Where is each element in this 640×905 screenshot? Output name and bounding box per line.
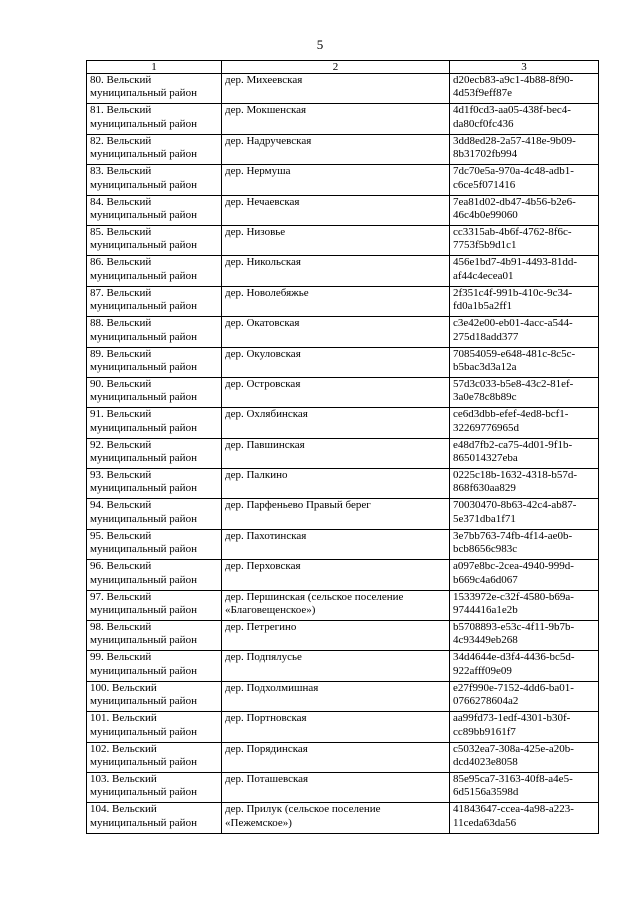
settlement-cell: дер. Перховская: [222, 560, 450, 590]
municipality-cell: 90. Вельский муниципальный район: [87, 377, 222, 407]
settlement-cell: дер. Петрегино: [222, 621, 450, 651]
table-row: [87, 772, 599, 802]
guid-cell: 57d3c033-b5e8-43c2-81ef-3a0e78c8b89c: [450, 377, 599, 407]
guid-cell: 456e1bd7-4b91-4493-81dd-af44c4ecea01: [450, 256, 599, 286]
guid-cell: 41843647-ccea-4a98-a223-11ceda63da56: [450, 803, 599, 833]
settlement-cell: дер. Подпялусье: [222, 651, 450, 681]
table-row: [87, 803, 599, 833]
table-row: [87, 712, 599, 742]
municipality-cell: 80. Вельский муниципальный район: [87, 74, 222, 104]
settlement-cell: дер. Низовье: [222, 225, 450, 255]
page-number: 5: [316, 37, 324, 52]
table-row: [87, 317, 599, 347]
settlement-cell: дер. Островская: [222, 377, 450, 407]
guid-cell: b5708893-e53c-4f11-9b7b-4c93449eb268: [450, 621, 599, 651]
guid-cell: 2f351c4f-991b-410c-9c34-fd0a1b5a2ff1: [450, 286, 599, 316]
guid-cell: c3e42e00-eb01-4acc-a544-275d18add377: [450, 317, 599, 347]
municipality-cell: 96. Вельский муниципальный район: [87, 560, 222, 590]
municipality-cell: 101. Вельский муниципальный район: [87, 712, 222, 742]
settlement-cell: дер. Першинская (сельское поселение «Благовещенское»): [222, 590, 450, 620]
municipality-cell: 86. Вельский муниципальный район: [87, 256, 222, 286]
table-row: [87, 347, 599, 377]
guid-cell: c5032ea7-308a-425e-a20b-dcd4023e8058: [450, 742, 599, 772]
municipality-cell: 88. Вельский муниципальный район: [87, 317, 222, 347]
table-row: [87, 621, 599, 651]
municipality-cell: 84. Вельский муниципальный район: [87, 195, 222, 225]
guid-cell: 1533972e-c32f-4580-b69a-9744416a1e2b: [450, 590, 599, 620]
table-row: [87, 529, 599, 559]
settlement-cell: дер. Поташевская: [222, 772, 450, 802]
municipality-cell: 89. Вельский муниципальный район: [87, 347, 222, 377]
table-row: [87, 742, 599, 772]
guid-cell: 3dd8ed28-2a57-418e-9b09-8b31702fb994: [450, 134, 599, 164]
table-row: [87, 560, 599, 590]
guid-cell: 70030470-8b63-42c4-ab87-5e371dba1f71: [450, 499, 599, 529]
settlement-cell: дер. Окуловская: [222, 347, 450, 377]
guid-cell: d20ecb83-a9c1-4b88-8f90-4d53f9eff87e: [450, 74, 599, 104]
settlement-cell: дер. Порядинская: [222, 742, 450, 772]
municipality-cell: 87. Вельский муниципальный район: [87, 286, 222, 316]
settlement-cell: дер. Парфеньево Правый берег: [222, 499, 450, 529]
municipality-cell: 99. Вельский муниципальный район: [87, 651, 222, 681]
table-row: [87, 74, 599, 104]
settlement-cell: дер. Надручевская: [222, 134, 450, 164]
settlement-cell: дер. Павшинская: [222, 438, 450, 468]
guid-cell: a097e8bc-2cea-4940-999d-b669c4a6d067: [450, 560, 599, 590]
guid-cell: 4d1f0cd3-aa05-438f-bec4-da80cf0fc436: [450, 104, 599, 134]
guid-cell: e27f990e-7152-4dd6-ba01-0766278604a2: [450, 681, 599, 711]
table-row: [87, 225, 599, 255]
settlement-cell: дер. Прилук (сельское поселение «Пежемское»): [222, 803, 450, 833]
guid-cell: 3e7bb763-74fb-4f14-ae0b-bcb8656c983c: [450, 529, 599, 559]
settlement-cell: дер. Никольская: [222, 256, 450, 286]
table-row: [87, 286, 599, 316]
settlement-cell: дер. Новолебяжье: [222, 286, 450, 316]
settlements-table: [86, 60, 599, 834]
municipality-cell: 85. Вельский муниципальный район: [87, 225, 222, 255]
municipality-cell: 93. Вельский муниципальный район: [87, 469, 222, 499]
settlement-cell: дер. Портновская: [222, 712, 450, 742]
municipality-cell: 81. Вельский муниципальный район: [87, 104, 222, 134]
guid-cell: aa99fd73-1edf-4301-b30f-cc89bb9161f7: [450, 712, 599, 742]
column-header-3: 3: [450, 61, 599, 74]
guid-cell: 70854059-e648-481c-8c5c-b5bac3d3a12a: [450, 347, 599, 377]
municipality-cell: 95. Вельский муниципальный район: [87, 529, 222, 559]
guid-cell: ce6d3dbb-efef-4ed8-bcf1-32269776965d: [450, 408, 599, 438]
settlement-cell: дер. Пахотинская: [222, 529, 450, 559]
table-row: [87, 256, 599, 286]
table-header-row: [87, 61, 599, 74]
settlement-cell: дер. Окатовская: [222, 317, 450, 347]
settlement-cell: дер. Палкино: [222, 469, 450, 499]
municipality-cell: 83. Вельский муниципальный район: [87, 165, 222, 195]
municipality-cell: 97. Вельский муниципальный район: [87, 590, 222, 620]
guid-cell: 85e95ca7-3163-40f8-a4e5-6d5156a3598d: [450, 772, 599, 802]
municipality-cell: 100. Вельский муниципальный район: [87, 681, 222, 711]
guid-cell: 7ea81d02-db47-4b56-b2e6-46c4b0e99060: [450, 195, 599, 225]
column-header-2: 2: [222, 61, 450, 74]
table-row: [87, 408, 599, 438]
table-row: [87, 195, 599, 225]
column-header-1: 1: [87, 61, 222, 74]
guid-cell: 34d4644e-d3f4-4436-bc5d-922afff09e09: [450, 651, 599, 681]
municipality-cell: 104. Вельский муниципальный район: [87, 803, 222, 833]
guid-cell: 7dc70e5a-970a-4c48-adb1-c6ce5f071416: [450, 165, 599, 195]
municipality-cell: 82. Вельский муниципальный район: [87, 134, 222, 164]
municipality-cell: 92. Вельский муниципальный район: [87, 438, 222, 468]
table-row: [87, 651, 599, 681]
settlement-cell: дер. Михеевская: [222, 74, 450, 104]
table-row: [87, 377, 599, 407]
table-row: [87, 681, 599, 711]
guid-cell: cc3315ab-4b6f-4762-8f6c-7753f5b9d1c1: [450, 225, 599, 255]
table-row: [87, 438, 599, 468]
guid-cell: 0225c18b-1632-4318-b57d-868f630aa829: [450, 469, 599, 499]
settlement-cell: дер. Охлябинская: [222, 408, 450, 438]
settlement-cell: дер. Подхолмишная: [222, 681, 450, 711]
municipality-cell: 98. Вельский муниципальный район: [87, 621, 222, 651]
table-row: [87, 104, 599, 134]
municipality-cell: 91. Вельский муниципальный район: [87, 408, 222, 438]
table-row: [87, 165, 599, 195]
municipality-cell: 102. Вельский муниципальный район: [87, 742, 222, 772]
municipality-cell: 94. Вельский муниципальный район: [87, 499, 222, 529]
table-row: [87, 590, 599, 620]
table-row: [87, 469, 599, 499]
guid-cell: e48d7fb2-ca75-4d01-9f1b-865014327eba: [450, 438, 599, 468]
table-row: [87, 499, 599, 529]
settlement-cell: дер. Нермуша: [222, 165, 450, 195]
settlement-cell: дер. Мокшенская: [222, 104, 450, 134]
municipality-cell: 103. Вельский муниципальный район: [87, 772, 222, 802]
table-body: [87, 74, 599, 834]
settlement-cell: дер. Нечаевская: [222, 195, 450, 225]
table-row: [87, 134, 599, 164]
